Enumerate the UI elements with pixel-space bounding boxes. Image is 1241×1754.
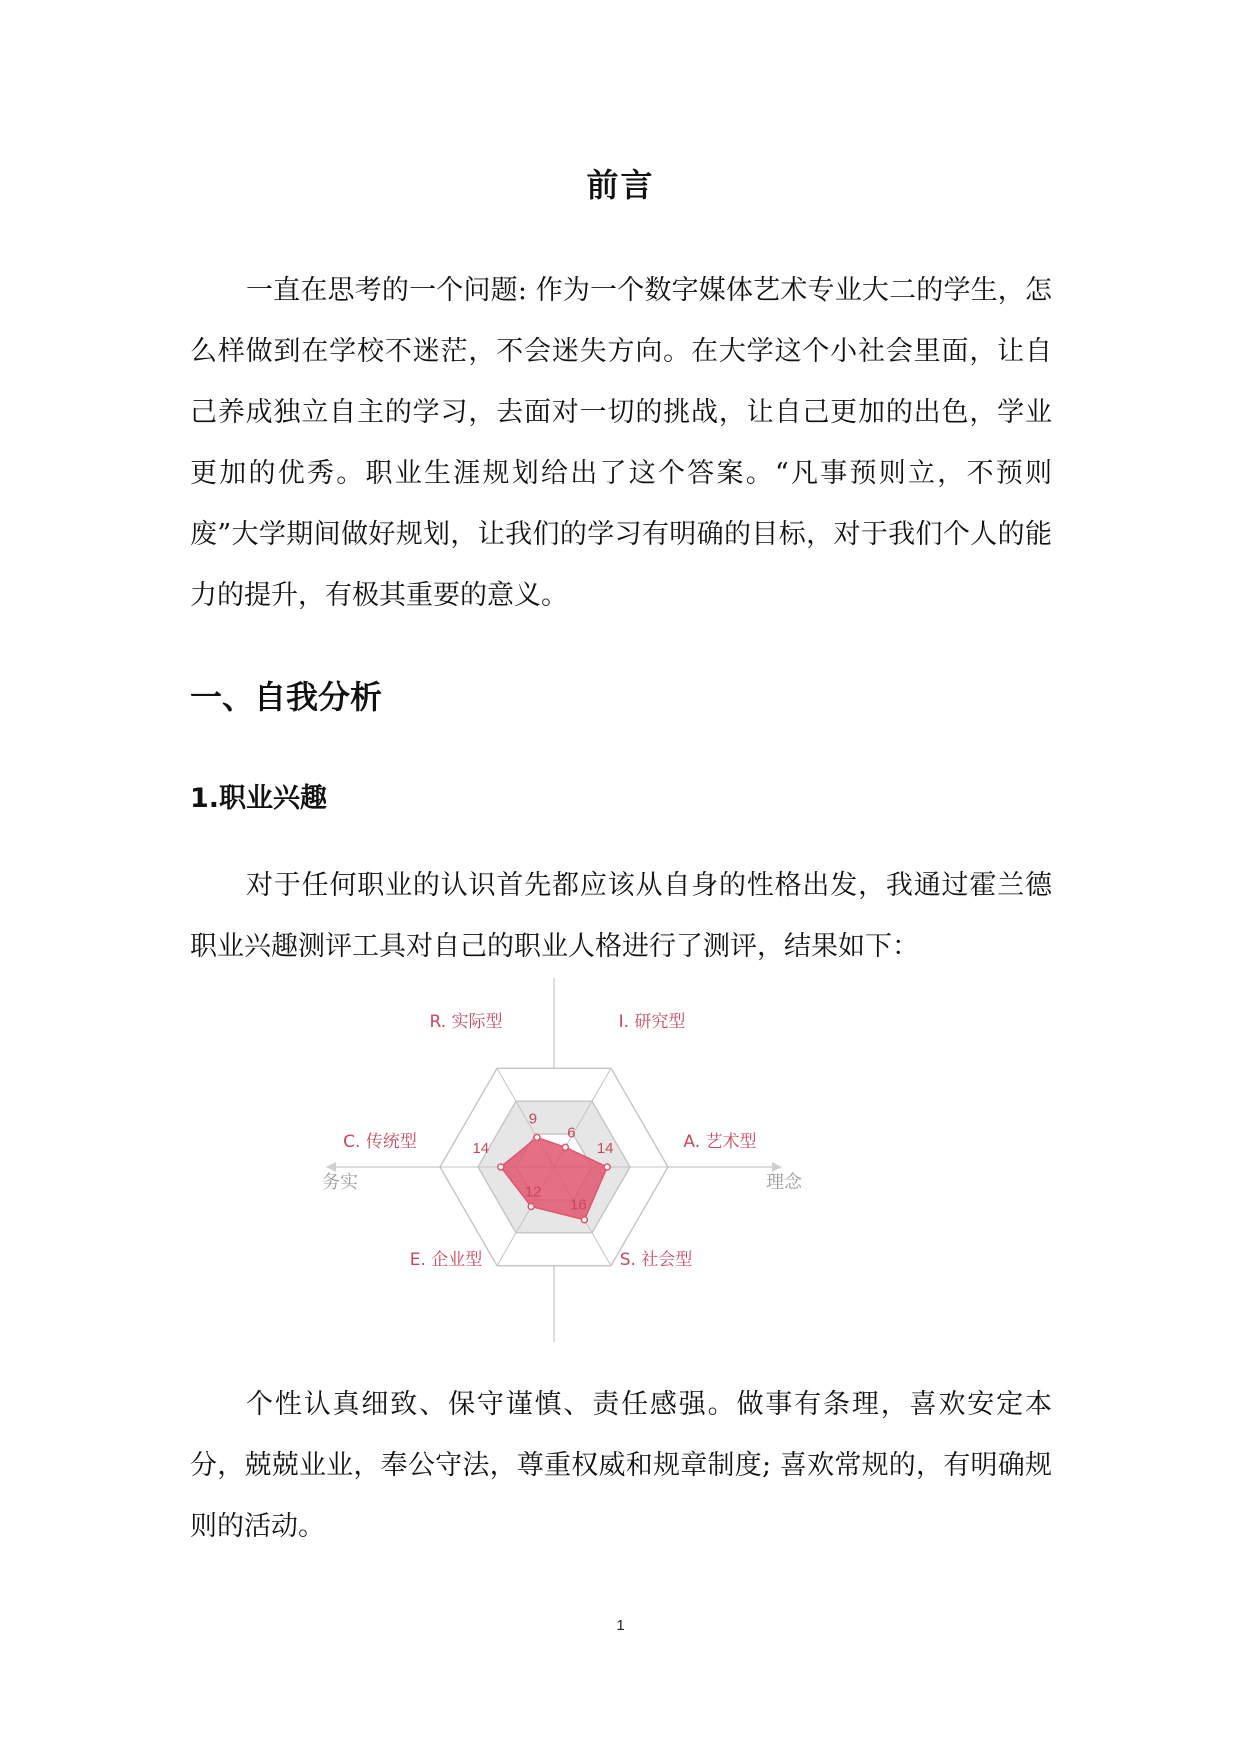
subsection-heading: 1.职业兴趣	[190, 783, 328, 814]
axis-label-right: 理念	[766, 1172, 802, 1193]
radar-label-R: R. 实际型	[429, 1012, 503, 1032]
radar-point-R	[534, 1134, 540, 1140]
section-heading: 一、自我分析	[190, 678, 383, 716]
intro-paragraph: 一直在思考的一个问题: 作为一个数字媒体艺术专业大二的学生，怎么样做到在学校不迷茫，不会迷失方向。在大学这个小社会里面，让自己养成独立自主的学习，去面对一切的挑战，让自己更加的出色，学业更加的优秀。职业生涯规划给出了这个答案。“凡事预则立，不预则废”大学期间做好规划，让我们的学习有明确的目标，对于我们个人的能力的提升，有极其重要的意义。	[190, 275, 1052, 611]
page-number: 1	[616, 1617, 625, 1634]
radar-point-S	[581, 1217, 587, 1223]
radar-point-I	[562, 1144, 568, 1150]
axis-label-left: 务实	[322, 1172, 358, 1193]
radar-label-A: A. 艺术型	[683, 1132, 757, 1152]
radar-point-A	[604, 1164, 610, 1170]
page-title: 前言	[586, 166, 655, 204]
radar-label-I: I. 研究型	[618, 1012, 686, 1032]
radar-value-S: 16	[570, 1196, 587, 1214]
personality-paragraph: 个性认真细致、保守谨慎、责任感强。做事有条理，喜欢安定本分，兢兢业业，奉公守法，尊重权威和规章制度; 喜欢常规的，有明确规则的活动。	[190, 1389, 1052, 1542]
left-arrow-head	[326, 1162, 336, 1172]
radar-point-C	[498, 1164, 504, 1170]
radar-value-R: 9	[528, 1110, 538, 1128]
radar-value-C: 14	[472, 1140, 490, 1157]
radar-label-E: E. 企业型	[409, 1250, 483, 1270]
radar-label-S: S. 社会型	[619, 1250, 693, 1270]
interest-paragraph: 对于任何职业的认识首先都应该从自身的性格出发，我通过霍兰德职业兴趣测评工具对自己的职业人格进行了测评，结果如下：	[190, 870, 1052, 962]
radar-value-I: 6	[567, 1124, 576, 1142]
radar-label-C: C. 传统型	[343, 1132, 417, 1152]
radar-value-E: 12	[524, 1183, 542, 1201]
right-arrow-head	[772, 1162, 782, 1172]
holland-radar-chart	[320, 975, 920, 1355]
radar-svg	[320, 975, 920, 1355]
radar-point-E	[528, 1204, 534, 1210]
radar-value-A: 14	[596, 1140, 614, 1157]
